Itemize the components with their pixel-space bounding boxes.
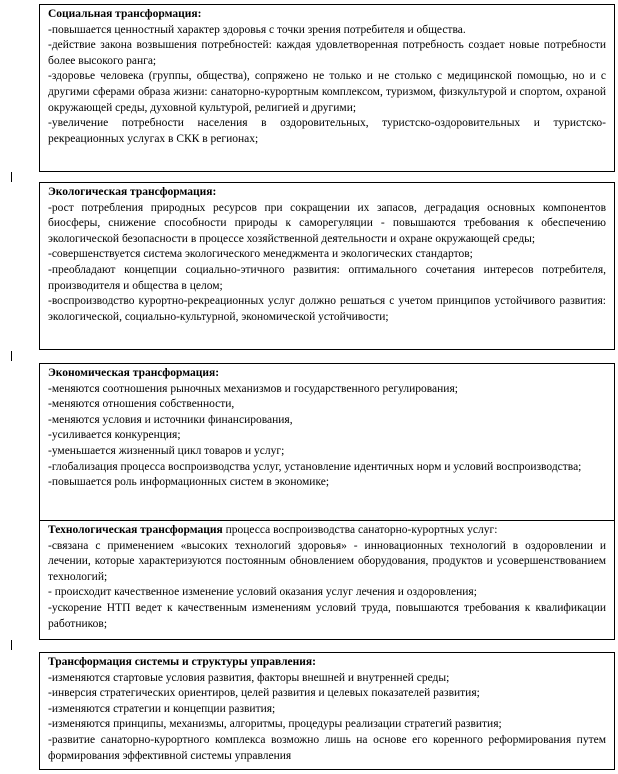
connector-tick-3 bbox=[11, 640, 12, 650]
ecological-item-1: -рост потребления природных ресурсов при сокращении их запасов, деградация основных компонентов биосферы, снижение способности природы к саморегуляции - повышаются требования к обеспечению экологической безопасности в процессе хозяйственной деятельности и охране окружающей среды; bbox=[48, 201, 606, 245]
ecological-item-3: -преобладают концепции социально-этичного развития: оптимального сочетания интересов потребителя, производителя и общества в целом; bbox=[48, 263, 606, 292]
technological-transformation-title: Технологическая трансформация bbox=[48, 524, 223, 536]
economic-item-2: -меняются отношения собственности, bbox=[48, 398, 235, 411]
economic-item-3: -меняются условия и источники финансирования, bbox=[48, 413, 293, 426]
technological-item-3: -ускорение НТП ведет к качественным изменениям условий труда, повышаются требования к квалификации работников; bbox=[48, 601, 606, 630]
ecological-item-2: -совершенствуется система экологического менеджмента и экологических стандартов; bbox=[48, 248, 473, 261]
economic-item-6: -глобализация процесса воспроизводства услуг, установление идентичных норм и условий воспроизводства; bbox=[48, 460, 582, 473]
management-transformation-title: Трансформация системы и структуры управления: bbox=[48, 656, 316, 668]
economic-transformation-box bbox=[39, 363, 615, 521]
social-item-2: -действие закона возвышения потребностей: каждая удовлетворенная потребность создает новые потребности более высокого ранга; bbox=[48, 39, 606, 67]
social-item-3: -здоровье человека (группы, общества), сопряжено не только и не столько с медицинской помощью, но и с другими сферами образа жизни: санаторно-курортным комплексом, туризмом, физкультурой и спортом, охраной окружающей среды, духовной культурой, религией и другими; bbox=[48, 70, 606, 114]
ecological-transformation-title: Экологическая трансформация: bbox=[48, 186, 217, 198]
management-transformation-box bbox=[39, 652, 615, 770]
management-item-2: -инверсия стратегических ориентиров, целей развития и целевых показателей развития; bbox=[48, 687, 480, 700]
ecological-transformation-box bbox=[39, 182, 615, 350]
management-item-4: -изменяются принципы, механизмы, алгоритмы, процедуры реализации стратегий развития; bbox=[48, 718, 502, 731]
economic-transformation-title: Экономическая трансформация: bbox=[48, 367, 220, 379]
economic-item-1: -меняются соотношения рыночных механизмов и государственного регулирования; bbox=[48, 382, 458, 395]
social-item-4: -увеличение потребности населения в оздоровительных, туристско-оздоровительных и туристско-рекреационных услугах в СКК в регионах; bbox=[48, 117, 606, 145]
economic-item-7: -повышается роль информационных систем в экономике; bbox=[48, 476, 330, 489]
technological-item-1: -связана с применением «высоких технологий здоровья» - инновационных технологий в оздоровлении и лечении, которые характеризуются постоянным обновлением оборудования, продуктов и усовершенствованием технологий; bbox=[48, 539, 606, 583]
connector-tick-2 bbox=[11, 351, 12, 361]
technological-transformation-heading bbox=[48, 524, 497, 536]
connector-tick-1 bbox=[11, 172, 12, 182]
management-item-1: -изменяются стартовые условия развития, факторы внешней и внутренней среды; bbox=[48, 671, 450, 684]
management-item-5: -развитие санаторно-курортного комплекса возможно лишь на основе его коренного реформирования путем формирования эффективной системы управления bbox=[48, 733, 606, 762]
economic-item-4: -усиливается конкуренция; bbox=[48, 429, 181, 442]
management-item-3: -изменяются стратегии и концепции развития; bbox=[48, 702, 276, 715]
social-transformation-box bbox=[39, 4, 615, 172]
technological-transformation-subtitle: процесса воспроизводства санаторно-курортных услуг: bbox=[222, 524, 498, 536]
social-item-1: -повышается ценностный характер здоровья с точки зрения потребителя и общества. bbox=[48, 23, 466, 36]
economic-item-5: -уменьшается жизненный цикл товаров и услуг; bbox=[48, 444, 285, 457]
ecological-item-4: -воспроизводство курортно-рекреационных услуг должно решаться с учетом принципов устойчивого развития: экологической, социально-культурной, экономической устойчивости; bbox=[48, 295, 606, 323]
social-transformation-title: Социальная трансформация: bbox=[48, 8, 202, 20]
technological-transformation-box bbox=[39, 520, 615, 640]
technological-item-2: - происходит качественное изменение условий оказания услуг лечения и оздоровления; bbox=[48, 586, 477, 599]
